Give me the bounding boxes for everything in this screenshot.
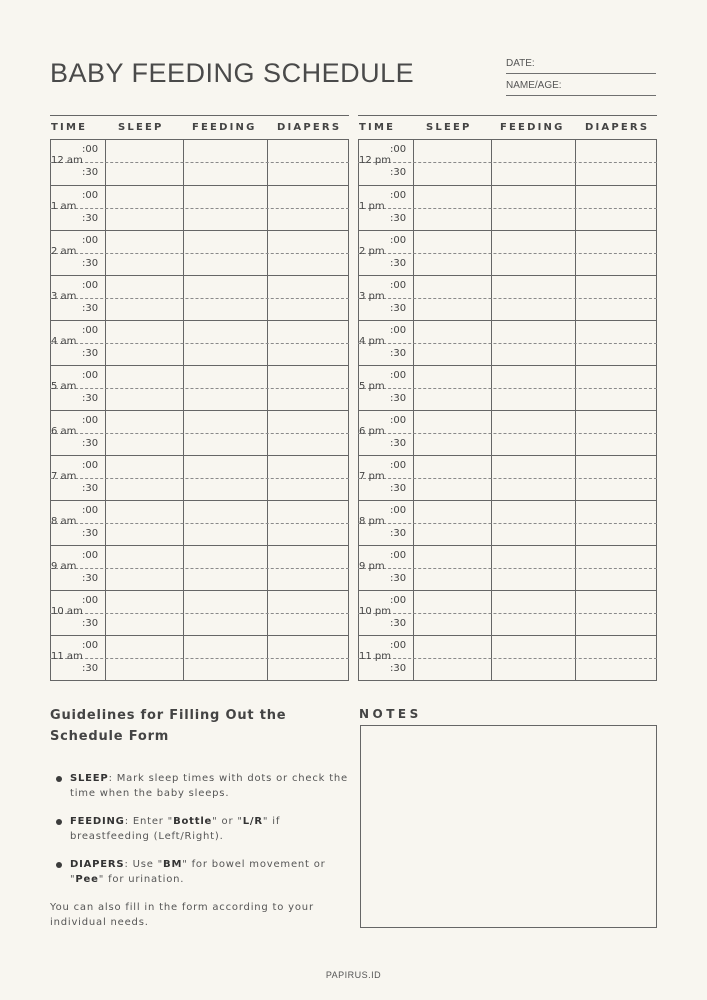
minute-00-label: :00 xyxy=(82,415,99,426)
minute-30-label: :30 xyxy=(390,618,407,629)
guideline-keyword: BM xyxy=(163,859,183,870)
guideline-text: " or " xyxy=(212,816,243,827)
guideline-text: : Use " xyxy=(124,859,164,870)
column-header-sleep: SLEEP xyxy=(118,122,164,133)
hour-row[interactable] xyxy=(50,275,349,320)
half-hour-divider xyxy=(50,568,349,569)
hour-label: 8 am xyxy=(51,516,77,527)
minute-00-label: :00 xyxy=(82,325,99,336)
half-hour-divider xyxy=(358,613,657,614)
hour-row[interactable] xyxy=(358,410,657,455)
minute-30-label: :30 xyxy=(390,663,407,674)
minute-30-label: :30 xyxy=(390,258,407,269)
hour-label: 6 am xyxy=(51,426,77,437)
half-hour-divider xyxy=(50,298,349,299)
hour-label: 2 am xyxy=(51,246,77,257)
hour-row[interactable] xyxy=(50,590,349,635)
half-hour-divider xyxy=(358,162,657,163)
brand-footer: PAPIRUS.ID xyxy=(325,970,382,980)
pm-table-header xyxy=(358,115,657,140)
hour-label: 4 am xyxy=(51,336,77,347)
hour-row[interactable] xyxy=(358,545,657,590)
guideline-diapers xyxy=(50,857,350,887)
date-label: DATE: xyxy=(506,58,535,69)
column-header-feeding: FEEDING xyxy=(192,122,257,133)
half-hour-divider xyxy=(358,388,657,389)
hour-label: 2 pm xyxy=(359,246,385,257)
half-hour-divider xyxy=(50,478,349,479)
minute-00-label: :00 xyxy=(390,325,407,336)
minute-00-label: :00 xyxy=(82,550,99,561)
hour-row[interactable] xyxy=(358,500,657,545)
minute-00-label: :00 xyxy=(390,370,407,381)
minute-00-label: :00 xyxy=(82,235,99,246)
guideline-text: : Mark sleep times with dots or check the time when the baby sleeps. xyxy=(70,773,349,799)
am-schedule-table xyxy=(50,115,349,681)
minute-00-label: :00 xyxy=(82,144,99,155)
minute-00-label: :00 xyxy=(82,280,99,291)
bullet-dot-icon xyxy=(56,862,62,868)
guideline-feeding xyxy=(50,814,350,844)
hour-label: 10 pm xyxy=(359,606,391,617)
hour-row[interactable] xyxy=(50,230,349,275)
am-table-body xyxy=(50,140,349,681)
hour-row[interactable] xyxy=(50,185,349,230)
minute-00-label: :00 xyxy=(390,235,407,246)
minute-30-label: :30 xyxy=(390,528,407,539)
minute-00-label: :00 xyxy=(390,460,407,471)
guideline-text: : Enter " xyxy=(124,816,174,827)
hour-label: 10 am xyxy=(51,606,83,617)
hour-label: 4 pm xyxy=(359,336,385,347)
guideline-text: " for urination. xyxy=(98,874,185,885)
hour-label: 6 pm xyxy=(359,426,385,437)
minute-30-label: :30 xyxy=(82,573,99,584)
hour-label: 11 am xyxy=(51,651,83,662)
date-field[interactable] xyxy=(506,58,656,74)
minute-30-label: :30 xyxy=(390,303,407,314)
guidelines-title-line1: Guidelines for Filling Out the xyxy=(50,708,287,723)
minute-30-label: :30 xyxy=(82,348,99,359)
minute-00-label: :00 xyxy=(82,640,99,651)
minute-00-label: :00 xyxy=(390,415,407,426)
half-hour-divider xyxy=(50,523,349,524)
hour-label: 1 pm xyxy=(359,201,385,212)
column-header-diapers: DIAPERS xyxy=(585,122,650,133)
minute-00-label: :00 xyxy=(390,640,407,651)
half-hour-divider xyxy=(50,162,349,163)
minute-30-label: :30 xyxy=(82,393,99,404)
hour-label: 3 am xyxy=(51,291,77,302)
minute-00-label: :00 xyxy=(82,370,99,381)
half-hour-divider xyxy=(358,298,657,299)
hour-row[interactable] xyxy=(50,455,349,500)
half-hour-divider xyxy=(50,388,349,389)
am-table-header xyxy=(50,115,349,140)
guideline-text: " for bowel movement or " xyxy=(70,859,326,885)
minute-30-label: :30 xyxy=(82,438,99,449)
guidelines-footer: You can also fill in the form according to your individual needs. xyxy=(50,902,314,928)
minute-30-label: :30 xyxy=(390,438,407,449)
half-hour-divider xyxy=(358,208,657,209)
notes-box[interactable] xyxy=(360,725,657,928)
minute-30-label: :30 xyxy=(82,663,99,674)
guideline-term: DIAPERS xyxy=(70,859,125,870)
minute-00-label: :00 xyxy=(82,505,99,516)
column-header-sleep: SLEEP xyxy=(426,122,472,133)
minute-00-label: :00 xyxy=(390,505,407,516)
half-hour-divider xyxy=(50,433,349,434)
hour-row[interactable] xyxy=(358,140,657,185)
minute-00-label: :00 xyxy=(82,460,99,471)
half-hour-divider xyxy=(50,208,349,209)
minute-30-label: :30 xyxy=(82,167,99,178)
hour-row[interactable] xyxy=(358,185,657,230)
half-hour-divider xyxy=(358,658,657,659)
minute-30-label: :30 xyxy=(82,618,99,629)
half-hour-divider xyxy=(358,253,657,254)
guideline-sleep xyxy=(50,771,350,801)
hour-row[interactable] xyxy=(358,275,657,320)
minute-00-label: :00 xyxy=(390,190,407,201)
hour-label: 3 pm xyxy=(359,291,385,302)
hour-label: 12 am xyxy=(51,155,83,166)
half-hour-divider xyxy=(50,253,349,254)
hour-row[interactable] xyxy=(358,590,657,635)
hour-row[interactable] xyxy=(50,365,349,410)
minute-30-label: :30 xyxy=(390,573,407,584)
minute-00-label: :00 xyxy=(82,595,99,606)
minute-30-label: :30 xyxy=(390,167,407,178)
minute-00-label: :00 xyxy=(82,190,99,201)
minute-00-label: :00 xyxy=(390,144,407,155)
half-hour-divider xyxy=(50,613,349,614)
page-title: BABY FEEDING SCHEDULE xyxy=(50,58,415,88)
minute-00-label: :00 xyxy=(390,595,407,606)
minute-00-label: :00 xyxy=(390,280,407,291)
half-hour-divider xyxy=(50,658,349,659)
notes-title: NOTES xyxy=(359,707,422,721)
hour-row[interactable] xyxy=(50,410,349,455)
hour-row[interactable] xyxy=(358,365,657,410)
hour-label: 9 am xyxy=(51,561,77,572)
name-age-label: NAME/AGE: xyxy=(506,80,562,91)
minute-30-label: :30 xyxy=(390,483,407,494)
hour-row[interactable] xyxy=(50,500,349,545)
guidelines-title-line2: Schedule Form xyxy=(50,729,170,744)
hour-label: 11 pm xyxy=(359,651,391,662)
hour-label: 7 pm xyxy=(359,471,385,482)
hour-label: 5 am xyxy=(51,381,77,392)
half-hour-divider xyxy=(358,478,657,479)
minute-30-label: :30 xyxy=(82,303,99,314)
minute-30-label: :30 xyxy=(390,213,407,224)
bullet-dot-icon xyxy=(56,819,62,825)
guideline-term: SLEEP xyxy=(70,773,109,784)
hour-row[interactable] xyxy=(50,545,349,590)
guidelines-title xyxy=(50,705,350,747)
half-hour-divider xyxy=(358,343,657,344)
pm-table-body xyxy=(358,140,657,681)
hour-label: 12 pm xyxy=(359,155,391,166)
hour-label: 1 am xyxy=(51,201,77,212)
minute-30-label: :30 xyxy=(390,393,407,404)
hour-label: 5 pm xyxy=(359,381,385,392)
hour-label: 8 pm xyxy=(359,516,385,527)
name-age-field[interactable] xyxy=(506,80,656,96)
minute-30-label: :30 xyxy=(390,348,407,359)
half-hour-divider xyxy=(50,343,349,344)
minute-00-label: :00 xyxy=(390,550,407,561)
half-hour-divider xyxy=(358,433,657,434)
hour-row[interactable] xyxy=(50,320,349,365)
hour-row[interactable] xyxy=(50,140,349,185)
minute-30-label: :30 xyxy=(82,528,99,539)
column-header-time: TIME xyxy=(51,122,88,133)
minute-30-label: :30 xyxy=(82,213,99,224)
minute-30-label: :30 xyxy=(82,483,99,494)
hour-label: 7 am xyxy=(51,471,77,482)
column-header-feeding: FEEDING xyxy=(500,122,565,133)
pm-schedule-table xyxy=(358,115,657,681)
minute-30-label: :30 xyxy=(82,258,99,269)
hour-row[interactable] xyxy=(358,230,657,275)
guidelines-section xyxy=(50,705,350,930)
half-hour-divider xyxy=(358,523,657,524)
hour-row[interactable] xyxy=(358,455,657,500)
hour-label: 9 pm xyxy=(359,561,385,572)
guideline-keyword: Pee xyxy=(75,874,99,885)
guideline-term: FEEDING xyxy=(70,816,125,827)
guideline-keyword: L/R xyxy=(242,816,263,827)
hour-row[interactable] xyxy=(358,320,657,365)
guideline-keyword: Bottle xyxy=(173,816,213,827)
hour-row[interactable] xyxy=(358,635,657,680)
bullet-dot-icon xyxy=(56,776,62,782)
hour-row[interactable] xyxy=(50,635,349,680)
column-header-diapers: DIAPERS xyxy=(277,122,342,133)
column-header-time: TIME xyxy=(359,122,396,133)
guideline-text: " if breastfeeding (Left/Right). xyxy=(70,816,281,842)
half-hour-divider xyxy=(358,568,657,569)
